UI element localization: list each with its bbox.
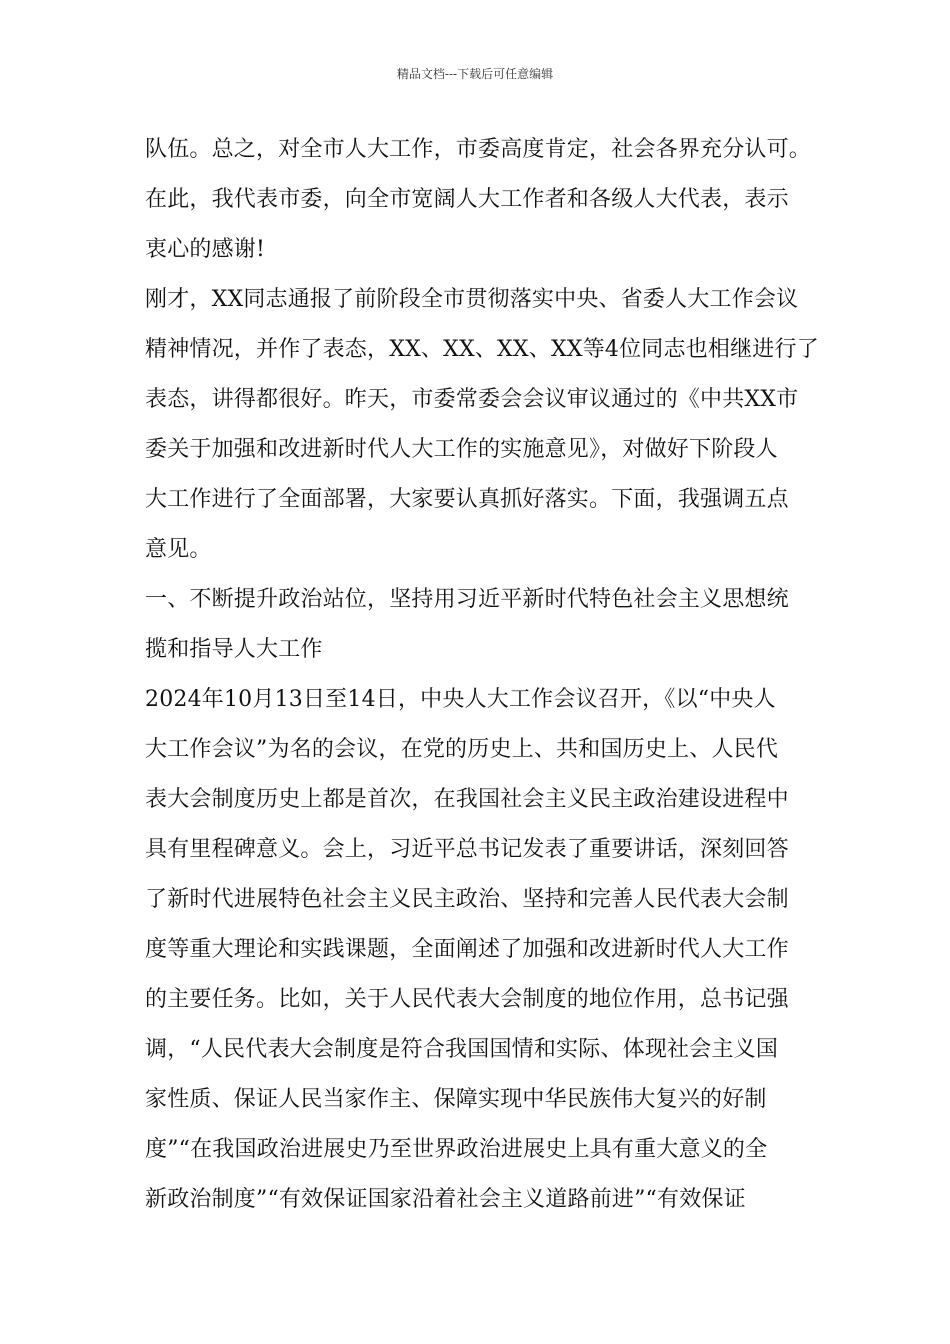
document-body [145, 131, 825, 1231]
section-heading-line: 揽和指导人大工作 [145, 637, 323, 662]
text-line: 衷心的感谢! [145, 237, 266, 262]
text-line: 大工作进行了全面部署，大家要认真抓好落实。下面，我强调五点 [145, 487, 789, 512]
text-line: 大工作会议”为名的会议，在党的历史上、共和国历史上、人民代 [145, 737, 779, 762]
text-line: 刚才，XX同志通报了前阶段全市贯彻落实中央、省委人大工作会议 [145, 287, 799, 312]
section-heading-line: 一、不断提升政治站位，坚持用习近平新时代特色社会主义思想统 [145, 587, 789, 612]
text-line: 表大会制度历史上都是首次，在我国社会主义民主政治建设进程中 [145, 787, 789, 812]
text-line: 调，“人民代表大会制度是符合我国国情和实际、体现社会主义国 [145, 1037, 779, 1062]
page-header: 精品文档---下载后可任意编辑 [396, 67, 554, 81]
text-line: 表态，讲得都很好。昨天，市委常委会会议审议通过的《中共XX市 [145, 387, 799, 412]
text-line: 在此，我代表市委，向全市宽阔人大工作者和各级人大代表，表示 [145, 187, 789, 212]
text-line: 的主要任务。比如，关于人民代表大会制度的地位作用，总书记强 [145, 987, 789, 1012]
text-line: 精神情况，并作了表态，XX、XX、XX、XX等4位同志也相继进行了 [145, 337, 819, 362]
text-line: 2024年10月13日至14日，中央人大工作会议召开，《以“中央人 [145, 687, 776, 712]
text-line: 度等重大理论和实践课题，全面阐述了加强和改进新时代人大工作 [145, 937, 789, 962]
text-line: 家性质、保证人民当家作主、保障实现中华民族伟大复兴的好制 [145, 1087, 767, 1112]
text-line: 队伍。总之，对全市人大工作，市委高度肯定，社会各界充分认可。 [145, 137, 812, 162]
text-line: 度”“在我国政治进展史乃至世界政治进展史上具有重大意义的全 [145, 1137, 768, 1162]
text-line: 新政治制度”“有效保证国家沿着社会主义道路前进”“有效保证 [145, 1187, 746, 1212]
text-line: 具有里程碑意义。会上，习近平总书记发表了重要讲话，深刻回答 [145, 837, 789, 862]
text-line: 了新时代进展特色社会主义民主政治、坚持和完善人民代表大会制 [145, 887, 789, 912]
text-line: 委关于加强和改进新时代人大工作的实施意见》，对做好下阶段人 [145, 437, 778, 462]
text-line: 意见。 [145, 537, 212, 562]
